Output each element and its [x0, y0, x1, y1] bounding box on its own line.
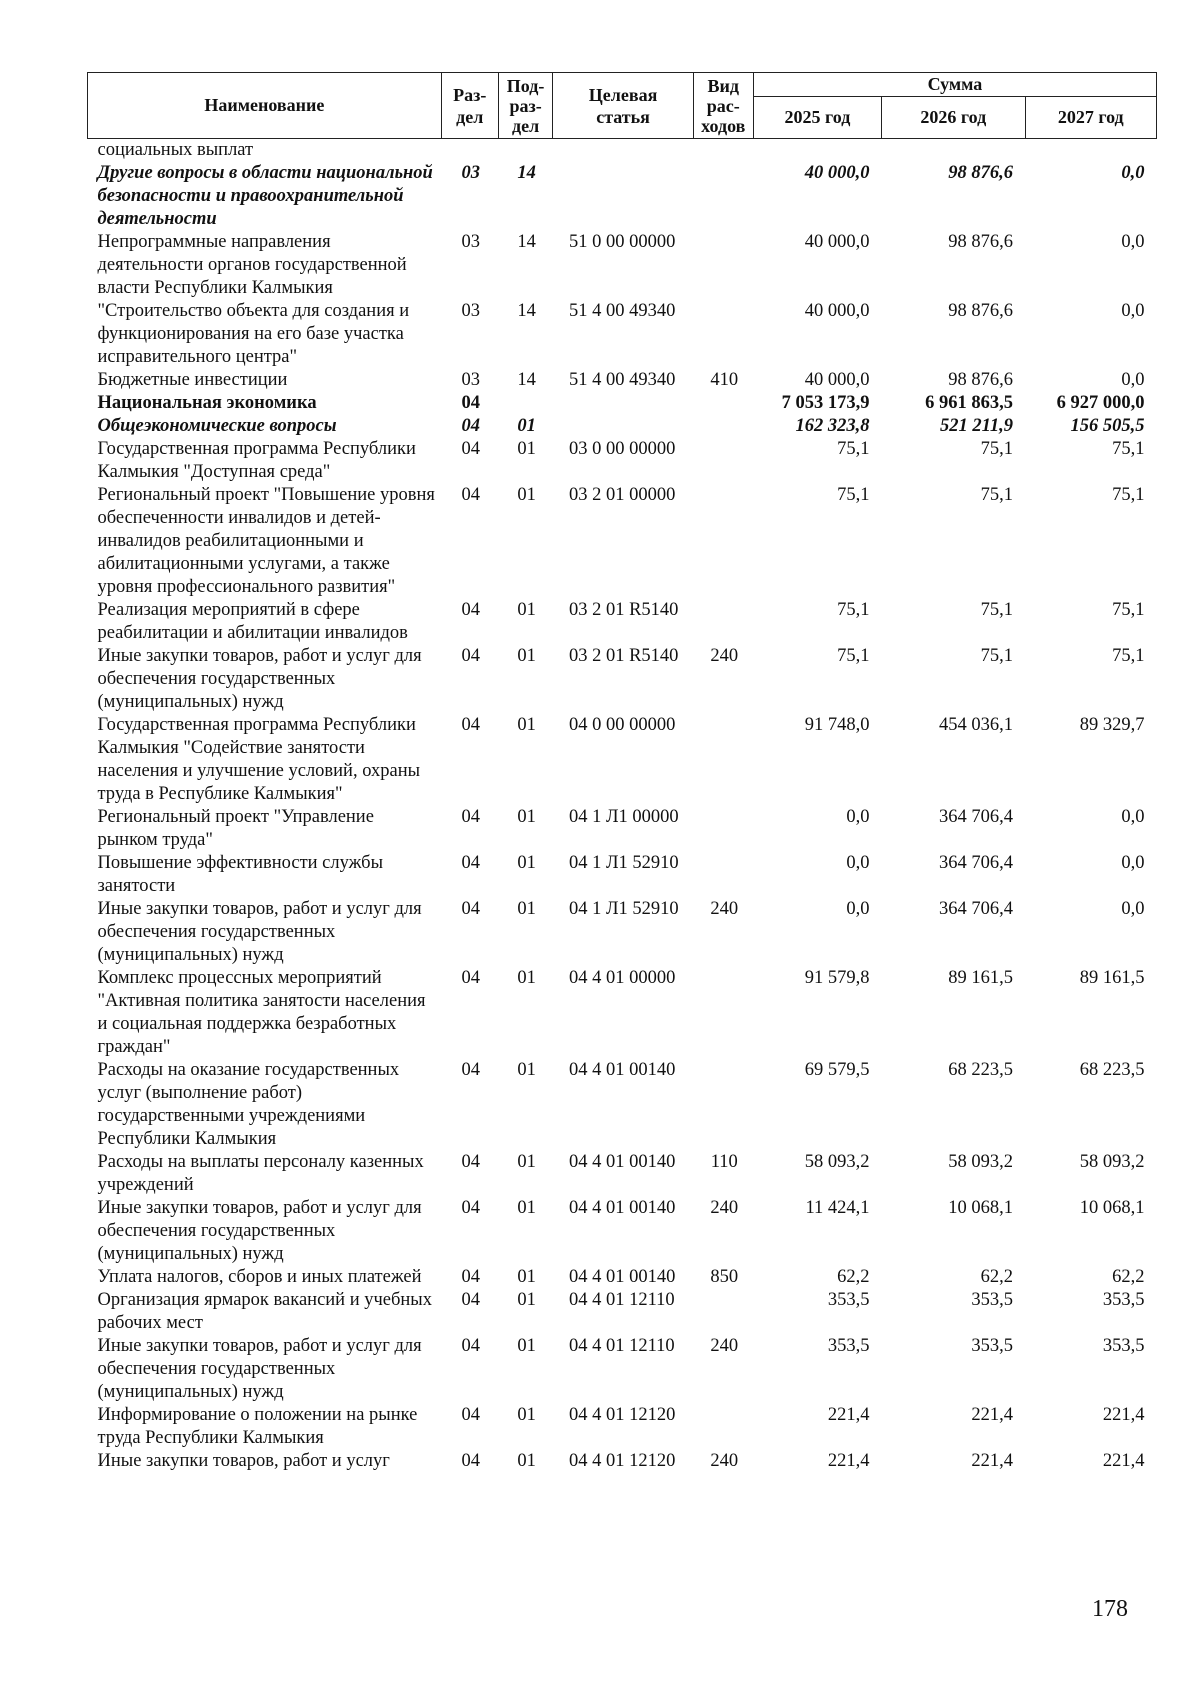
row-amount-2026: 10 068,1 [948, 1198, 1013, 1218]
table-row [88, 438, 1157, 484]
row-section: 04 [461, 1451, 480, 1471]
header-2027: 2027 год [1025, 97, 1157, 139]
row-amount-2025: 40 000,0 [804, 163, 870, 183]
header-2026: 2026 год [882, 97, 1025, 139]
table-row [88, 898, 1157, 967]
table-header [88, 73, 1157, 139]
table-row [88, 1266, 1157, 1289]
row-amount-2026: 75,1 [980, 485, 1013, 505]
row-target-article: 04 1 Л1 00000 [568, 807, 679, 827]
row-subsection: 01 [517, 899, 536, 919]
row-amount-2027: 89 329,7 [1079, 715, 1145, 735]
budget-table [87, 72, 1157, 1473]
row-subsection: 01 [517, 968, 536, 988]
table-row [88, 1335, 1157, 1404]
table-row [88, 392, 1157, 415]
row-subsection: 01 [517, 439, 536, 459]
row-amount-2027: 0,0 [1121, 301, 1145, 321]
header-name: Наименование [88, 73, 442, 139]
row-amount-2027: 75,1 [1112, 600, 1145, 620]
row-amount-2026: 62,2 [980, 1267, 1013, 1287]
row-amount-2025: 7 053 173,9 [781, 393, 870, 413]
table-row [88, 1151, 1157, 1197]
row-name: Расходы на оказание государственных услуг (выполнение работ) государственными учреждениями Республики Калмыкия [97, 1060, 400, 1149]
row-section: 03 [461, 301, 480, 321]
table-row [88, 139, 1157, 163]
row-name: Организация ярмарок вакансий и учебных рабочих мест [97, 1290, 432, 1333]
row-section: 03 [461, 232, 480, 252]
row-name: Комплекс процессных мероприятий "Активная политика занятости населения и социальная поддержка безработных граждан" [97, 968, 426, 1057]
row-name: Государственная программа Республики Калмыкия "Содействие занятости населения и улучшение условий, охраны труда в Республике Калмыкия" [97, 715, 421, 804]
row-section: 04 [461, 1290, 480, 1310]
row-expense-type: 410 [710, 370, 739, 390]
table-row [88, 1289, 1157, 1335]
row-amount-2026: 58 093,2 [948, 1152, 1013, 1172]
row-section: 04 [461, 899, 480, 919]
row-target-article: 04 1 Л1 52910 [568, 853, 679, 873]
row-name: Повышение эффективности службы занятости [97, 853, 384, 896]
row-section: 04 [461, 1152, 480, 1172]
header-sum: Сумма [753, 73, 1156, 97]
row-amount-2025: 91 579,8 [804, 968, 870, 988]
row-target-article: 04 4 01 00140 [568, 1152, 676, 1172]
row-amount-2026: 6 961 863,5 [925, 393, 1013, 413]
row-subsection: 01 [517, 646, 536, 666]
row-section: 04 [461, 485, 480, 505]
row-section: 04 [461, 1198, 480, 1218]
row-amount-2026: 89 161,5 [948, 968, 1013, 988]
header-2025: 2025 год [753, 97, 881, 139]
header-target-text: Целевая статья [588, 84, 658, 127]
row-amount-2025: 353,5 [827, 1290, 870, 1310]
row-name: Иные закупки товаров, работ и услуг для обеспечения государственных (муниципальных) нужд [97, 646, 422, 712]
row-subsection: 01 [517, 807, 536, 827]
row-name: Общеэкономические вопросы [97, 416, 337, 436]
row-amount-2027: 10 068,1 [1079, 1198, 1145, 1218]
table-row [88, 714, 1157, 806]
header-expense-text: Вид рас- ходов [701, 75, 746, 136]
row-target-article: 04 1 Л1 52910 [568, 899, 679, 919]
row-amount-2027: 75,1 [1112, 485, 1145, 505]
row-amount-2027: 62,2 [1112, 1267, 1145, 1287]
row-section: 04 [461, 600, 480, 620]
row-name: Иные закупки товаров, работ и услуг [97, 1451, 390, 1471]
row-target-article [553, 139, 693, 163]
row-amount-2026: 353,5 [971, 1290, 1013, 1310]
row-amount-2027: 156 505,5 [1070, 416, 1145, 436]
row-name: Расходы на выплаты персоналу казенных учреждений [97, 1152, 424, 1195]
row-section: 04 [461, 1060, 480, 1080]
row-amount-2026: 364 706,4 [939, 807, 1013, 827]
row-subsection: 01 [517, 1060, 536, 1080]
row-target-article: 04 4 01 00140 [568, 1198, 676, 1218]
row-name: Иные закупки товаров, работ и услуг для обеспечения государственных (муниципальных) нужд [97, 899, 422, 965]
page-number: 178 [1092, 1596, 1128, 1622]
row-amount-2027: 221,4 [1102, 1405, 1145, 1425]
row-expense-type: 110 [710, 1152, 738, 1172]
row-expense-type: 240 [710, 1198, 739, 1218]
row-amount-2026: 98 876,6 [948, 370, 1013, 390]
row-name: Государственная программа Республики Калмыкия "Доступная среда" [97, 439, 416, 482]
row-target-article: 51 4 00 49340 [568, 301, 676, 321]
table-row [88, 369, 1157, 392]
row-section: 04 [461, 416, 480, 436]
row-subsection: 14 [517, 301, 536, 321]
row-subsection: 14 [517, 370, 536, 390]
row-amount-2025: 0,0 [846, 807, 870, 827]
row-amount-2027: 0,0 [1121, 899, 1145, 919]
row-expense-type [693, 852, 753, 898]
row-name: Иные закупки товаров, работ и услуг для обеспечения государственных (муниципальных) нужд [97, 1336, 422, 1402]
row-amount-2027: 6 927 000,0 [1056, 393, 1145, 413]
row-name: Национальная экономика [97, 393, 317, 413]
row-amount-2025: 75,1 [837, 600, 870, 620]
table-row [88, 645, 1157, 714]
row-amount-2027: 89 161,5 [1079, 968, 1145, 988]
row-amount-2025: 75,1 [837, 439, 870, 459]
row-section: 04 [461, 968, 480, 988]
row-name: "Строительство объекта для создания и функционирования на его базе участка исправительного центра" [97, 301, 410, 367]
table-row [88, 599, 1157, 645]
row-amount-2027: 353,5 [1102, 1290, 1145, 1310]
row-expense-type [693, 300, 753, 369]
row-target-article: 03 2 01 R5140 [568, 600, 679, 620]
row-expense-type [693, 967, 753, 1059]
row-expense-type: 240 [710, 899, 739, 919]
row-name: Непрограммные направления деятельности органов государственной власти Республики Калмыкия [97, 232, 407, 298]
row-amount-2025: 69 579,5 [804, 1060, 870, 1080]
row-amount-2026: 364 706,4 [939, 899, 1013, 919]
row-target-article: 51 0 00 00000 [568, 232, 676, 252]
row-subsection: 01 [517, 416, 536, 436]
row-amount-2026: 364 706,4 [939, 853, 1013, 873]
table-row [88, 1197, 1157, 1266]
row-section: 04 [461, 1405, 480, 1425]
row-expense-type: 850 [710, 1267, 739, 1287]
row-section: 04 [461, 853, 480, 873]
row-expense-type: 240 [710, 646, 739, 666]
row-amount-2025: 0,0 [846, 853, 870, 873]
row-amount-2026: 68 223,5 [948, 1060, 1013, 1080]
row-amount-2025: 40 000,0 [804, 301, 870, 321]
row-subsection: 01 [517, 1336, 536, 1356]
row-subsection: 01 [517, 1267, 536, 1287]
row-subsection: 14 [517, 163, 536, 183]
row-amount-2025: 11 424,1 [805, 1198, 870, 1218]
row-target-article: 04 4 01 12110 [568, 1290, 675, 1310]
table-row [88, 806, 1157, 852]
row-expense-type [693, 1404, 753, 1450]
row-amount-2026: 75,1 [980, 646, 1013, 666]
row-expense-type [693, 162, 753, 231]
row-target-article: 04 0 00 00000 [568, 715, 676, 735]
header-subsection [498, 73, 553, 139]
row-amount-2027: 221,4 [1102, 1451, 1145, 1471]
row-target-article: 04 4 01 00140 [568, 1267, 676, 1287]
row-subsection: 01 [517, 853, 536, 873]
row-amount-2026: 98 876,6 [948, 301, 1013, 321]
row-subsection [498, 139, 553, 163]
row-section: 04 [461, 1267, 480, 1287]
row-expense-type [693, 599, 753, 645]
row-section: 04 [461, 1336, 480, 1356]
row-amount-2025: 91 748,0 [804, 715, 870, 735]
row-amount-2026: 353,5 [971, 1336, 1013, 1356]
row-amount-2025: 0,0 [846, 899, 870, 919]
row-amount-2025: 62,2 [837, 1267, 870, 1287]
row-target-article: 04 4 01 00000 [568, 968, 676, 988]
table-row [88, 1059, 1157, 1151]
row-expense-type: 240 [710, 1451, 739, 1471]
row-target-article: 04 4 01 00140 [568, 1060, 676, 1080]
row-amount-2027: 68 223,5 [1079, 1060, 1145, 1080]
row-target-article: 04 4 01 12110 [568, 1336, 675, 1356]
row-target-article: 03 0 00 00000 [568, 439, 676, 459]
header-section [441, 73, 498, 139]
table-row [88, 415, 1157, 438]
row-expense-type [693, 1289, 753, 1335]
header-target-article [553, 73, 693, 139]
row-amount-2026: 98 876,6 [948, 232, 1013, 252]
row-amount-2026: 75,1 [980, 600, 1013, 620]
table-row [88, 231, 1157, 300]
row-target-article [553, 415, 693, 438]
row-amount-2025: 75,1 [837, 485, 870, 505]
row-target-article: 51 4 00 49340 [568, 370, 676, 390]
row-expense-type [693, 714, 753, 806]
table-row [88, 967, 1157, 1059]
document-page [87, 72, 1157, 1473]
row-expense-type [693, 415, 753, 438]
row-amount-2025 [753, 139, 881, 163]
table-row [88, 1404, 1157, 1450]
row-amount-2027: 0,0 [1121, 853, 1145, 873]
row-target-article: 03 2 01 R5140 [568, 646, 679, 666]
row-target-article: 03 2 01 00000 [568, 485, 676, 505]
row-amount-2027: 58 093,2 [1079, 1152, 1145, 1172]
table-row [88, 300, 1157, 369]
row-name: социальных выплат [97, 140, 254, 160]
row-subsection [498, 392, 553, 415]
row-amount-2025: 75,1 [837, 646, 870, 666]
row-expense-type [693, 438, 753, 484]
row-amount-2026: 98 876,6 [948, 163, 1013, 183]
row-amount-2025: 58 093,2 [804, 1152, 870, 1172]
row-amount-2027: 0,0 [1121, 807, 1145, 827]
row-amount-2025: 40 000,0 [804, 370, 870, 390]
row-amount-2027: 75,1 [1112, 439, 1145, 459]
row-subsection: 01 [517, 600, 536, 620]
row-section: 04 [461, 807, 480, 827]
table-row [88, 852, 1157, 898]
row-subsection: 01 [517, 1152, 536, 1172]
row-amount-2026: 75,1 [980, 439, 1013, 459]
row-section: 04 [461, 439, 480, 459]
table-row [88, 484, 1157, 599]
row-section [441, 139, 498, 163]
row-expense-type [693, 484, 753, 599]
row-expense-type [693, 806, 753, 852]
row-amount-2027: 0,0 [1121, 232, 1145, 252]
row-amount-2027: 75,1 [1112, 646, 1145, 666]
row-section: 03 [461, 370, 480, 390]
row-name: Другие вопросы в области национальной безопасности и правоохранительной деятельности [97, 163, 433, 229]
row-amount-2026: 221,4 [971, 1451, 1013, 1471]
table-body [88, 139, 1157, 1474]
row-amount-2026: 454 036,1 [939, 715, 1013, 735]
row-name: Уплата налогов, сборов и иных платежей [97, 1267, 422, 1287]
row-amount-2026: 221,4 [971, 1405, 1013, 1425]
row-subsection: 01 [517, 485, 536, 505]
row-amount-2025: 40 000,0 [804, 232, 870, 252]
row-subsection: 01 [517, 1290, 536, 1310]
row-name: Региональный проект "Повышение уровня обеспеченности инвалидов и детей-инвалидов реабилитационными и абилитационными услугами, а также уровня профессионального развития" [97, 485, 435, 597]
row-expense-type [693, 1059, 753, 1151]
row-name: Бюджетные инвестиции [97, 370, 288, 390]
row-section: 03 [461, 163, 480, 183]
row-name: Региональный проект "Управление рынком труда" [97, 807, 374, 850]
row-section: 04 [461, 646, 480, 666]
row-subsection: 01 [517, 1405, 536, 1425]
header-section-text: Раз- дел [453, 84, 487, 127]
row-section: 04 [461, 393, 480, 413]
row-name: Информирование о положении на рынке труда Республики Калмыкия [97, 1405, 418, 1448]
row-target-article: 04 4 01 12120 [568, 1405, 676, 1425]
row-subsection: 01 [517, 1198, 536, 1218]
row-section: 04 [461, 715, 480, 735]
row-subsection: 01 [517, 715, 536, 735]
row-subsection: 01 [517, 1451, 536, 1471]
row-amount-2025: 353,5 [827, 1336, 870, 1356]
row-amount-2027: 0,0 [1121, 370, 1145, 390]
table-row [88, 162, 1157, 231]
row-expense-type [693, 392, 753, 415]
row-amount-2025: 221,4 [827, 1451, 870, 1471]
row-amount-2027: 353,5 [1102, 1336, 1145, 1356]
row-amount-2027 [1025, 139, 1157, 163]
row-amount-2026 [882, 139, 1025, 163]
row-amount-2027: 0,0 [1121, 163, 1145, 183]
row-target-article: 04 4 01 12120 [568, 1451, 676, 1471]
row-amount-2026: 521 211,9 [940, 416, 1013, 436]
row-name: Иные закупки товаров, работ и услуг для обеспечения государственных (муниципальных) нужд [97, 1198, 422, 1264]
header-expense-type [693, 73, 753, 139]
row-target-article [553, 162, 693, 231]
row-expense-type [693, 231, 753, 300]
row-amount-2025: 221,4 [827, 1405, 870, 1425]
table-row [88, 1450, 1157, 1473]
row-amount-2025: 162 323,8 [795, 416, 870, 436]
row-name: Реализация мероприятий в сфере реабилитации и абилитации инвалидов [97, 600, 408, 643]
row-expense-type [693, 139, 753, 163]
row-subsection: 14 [517, 232, 536, 252]
row-expense-type: 240 [710, 1336, 739, 1356]
row-target-article [553, 392, 693, 415]
header-subsection-text: Под- раз- дел [506, 75, 545, 136]
